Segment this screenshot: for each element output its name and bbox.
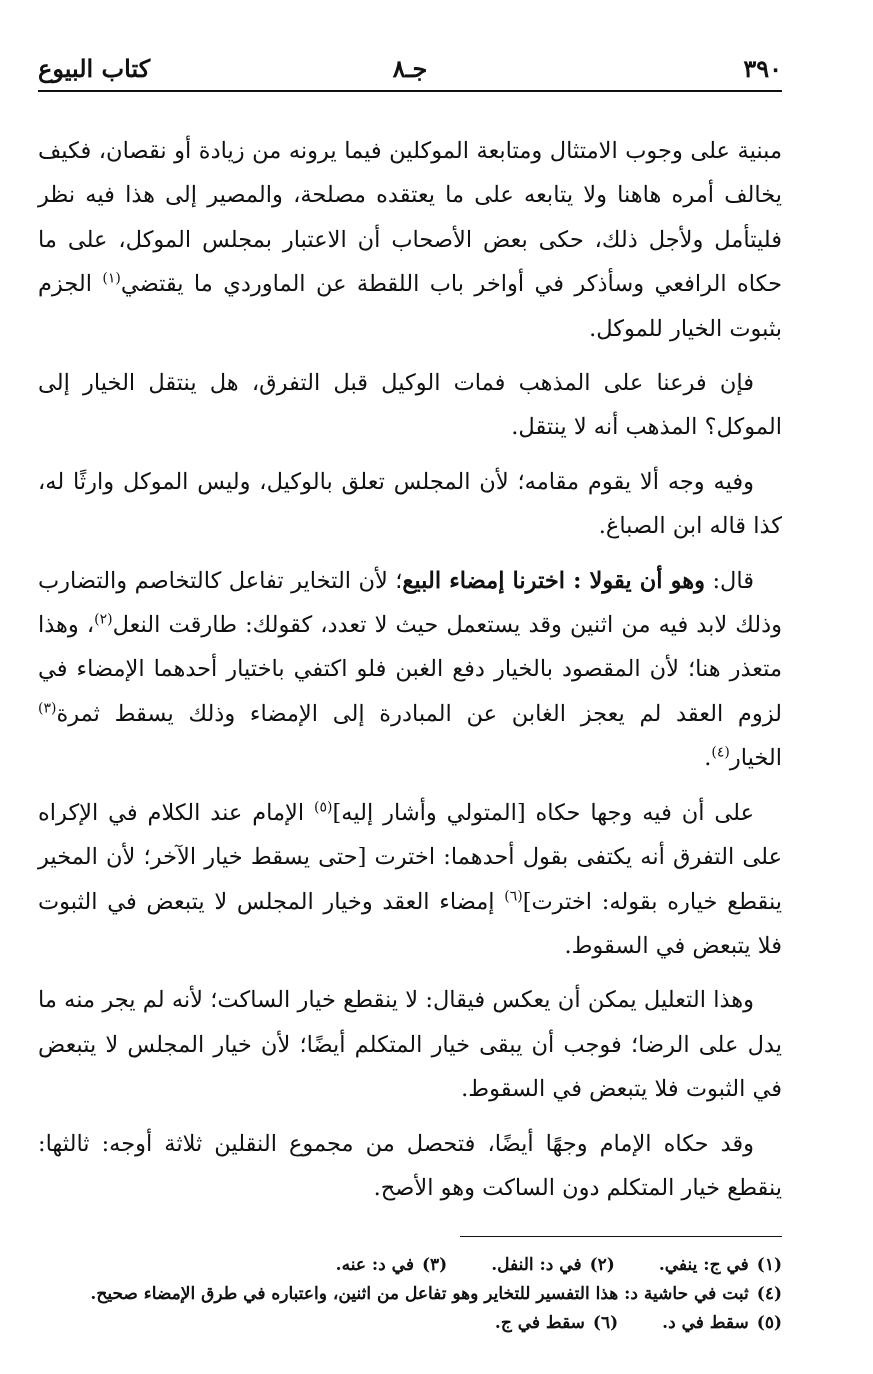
footnote-1-number: (١) [756,1255,782,1276]
matn-quote: وهو أن يقولا : اخترنا إمضاء البيع [402,567,706,594]
paragraph-5-text-a: على أن فيه وجها حكاه [المتولي وأشار إليه] [332,799,754,826]
paragraph-5 [38,791,782,969]
footnote-row-3 [38,1309,782,1338]
footnote-4 [90,1280,782,1309]
footnote-ref-6: (٦) [504,888,523,904]
footnote-4-number: (٤) [756,1284,782,1305]
paragraph-4-text-d: الخيار [729,745,782,772]
footnote-3-number: (٣) [421,1255,448,1276]
volume-label: جـ٨ [392,54,428,83]
footnote-ref-1: (١) [102,270,121,287]
footnote-divider [460,1236,782,1237]
footnote-ref-2: (٢) [94,611,113,628]
footnote-2-number: (٢) [589,1255,615,1276]
paragraph-7: وقد حكاه الإمام وجهًا أيضًا، فتحصل من مجموع النقلين ثلاثة أوجه: ثالثها: ينقطع خيار المتكلم دون الساكت وهو الأصح. [38,1130,782,1201]
footnote-5-number: (٥) [756,1313,782,1334]
footnote-4-text: ثبت في حاشية د: هذا التفسير للتخاير وهو تفاعل من اثنين، واعتباره في طرق الإمضاء صحيح. [90,1284,749,1305]
paragraph-3: وفيه وجه ألا يقوم مقامه؛ لأن المجلس تعلق بالوكيل، وليس الموكل وارثًا له، كذا قاله ابن الصباغ. [38,468,782,540]
footnote-ref-5: (٥) [314,799,333,816]
paragraph-2: فإن فرعنا على المذهب فمات الوكيل قبل التفرق، هل ينتقل الخيار إلى الموكل؟ المذهب أنه لا ينتقل. [38,370,782,441]
footnote-ref-4: (٤) [711,744,730,761]
main-text [38,129,782,1210]
footnote-3-text: في د: عنه. [335,1255,414,1276]
book-title: كتاب البيوع [38,54,151,83]
footnote-row-2 [38,1280,782,1309]
running-header [38,52,782,92]
paragraph-4-text-e: . [704,745,712,772]
footnote-6 [495,1309,618,1338]
footnote-5-text: سقط في د. [662,1313,749,1334]
footnote-2 [491,1251,615,1280]
footnote-ref-3: (٣) [38,700,57,717]
paragraph-4-text-a: قال: [705,567,754,594]
footnote-1 [659,1251,782,1280]
footnote-1-text: في ج: ينفي. [658,1255,749,1276]
paragraph-1 [38,129,782,351]
page-number: ٣٩٠ [743,54,782,83]
paragraph-6: وهذا التعليل يمكن أن يعكس فيقال: لا ينقطع خيار الساكت؛ لأنه لم يجر منه ما يدل على الرضا؛ فوجب أن يبقى خيار المتكلم أيضًا؛ لأن خيار المجلس لا يتبعض في الثبوت فلا يتبعض في السقوط. [38,987,782,1103]
paragraph-4-text-b: ؛ لأن التخاير تفاعل كالتخاصم والتضارب وذلك لابد فيه من اثنين وقد يستعمل حيث لا تعدد، كقولك: طارقت النعل [38,567,782,639]
footnote-row-1 [38,1251,782,1280]
paragraph-1-text-a: مبنية على وجوب الامتثال ومتابعة الموكلين فيما يرونه من زيادة أو نقصان، فكيف يخالف أمره هاهنا ولا يتابعه على ما يعتقده مصلحة، والمصير إلى هذا فيه نظر فليتأمل ولأجل ذلك، حكى بعض الأصحاب أن الاعتبار بمجلس الموكل، على ما حكاه الرافعي وسأذكر في أواخر باب اللقطة عن الماوردي ما يقتضي [38,138,782,298]
book-page [38,52,782,1338]
paragraph-4 [38,559,782,781]
footnote-3 [336,1251,448,1280]
footnote-5 [662,1309,782,1338]
footnote-6-number: (٦) [592,1313,619,1334]
paragraph-1-text-b: الجزم بثبوت الخيار للموكل. [38,271,782,342]
paragraph-5-text-c: إمضاء العقد وخيار المجلس لا يتبعض في الثبوت فلا يتبعض في السقوط. [38,888,782,959]
paragraph-4-text-c: ، وهذا متعذر هنا؛ لأن المقصود بالخيار دفع الغبن فلو اكتفي باختيار أحدهما الإمضاء في لزوم العقد لم يعجز الغابن عن المبادرة إلى الإمضاء وذلك يسقط ثمرة [38,612,782,727]
footnote-2-text: في د: النفل. [491,1255,582,1276]
paragraph-5-text-b: الإمام عند الكلام في الإكراه على التفرق أنه يكتفى بقول أحدهما: اخترت [حتى يسقط خيار الآخر؛ لأن المخير ينقطع خياره بقوله: اخترت] [38,799,782,915]
footnote-6-text: سقط في ج. [494,1313,585,1334]
footnotes [38,1251,782,1338]
